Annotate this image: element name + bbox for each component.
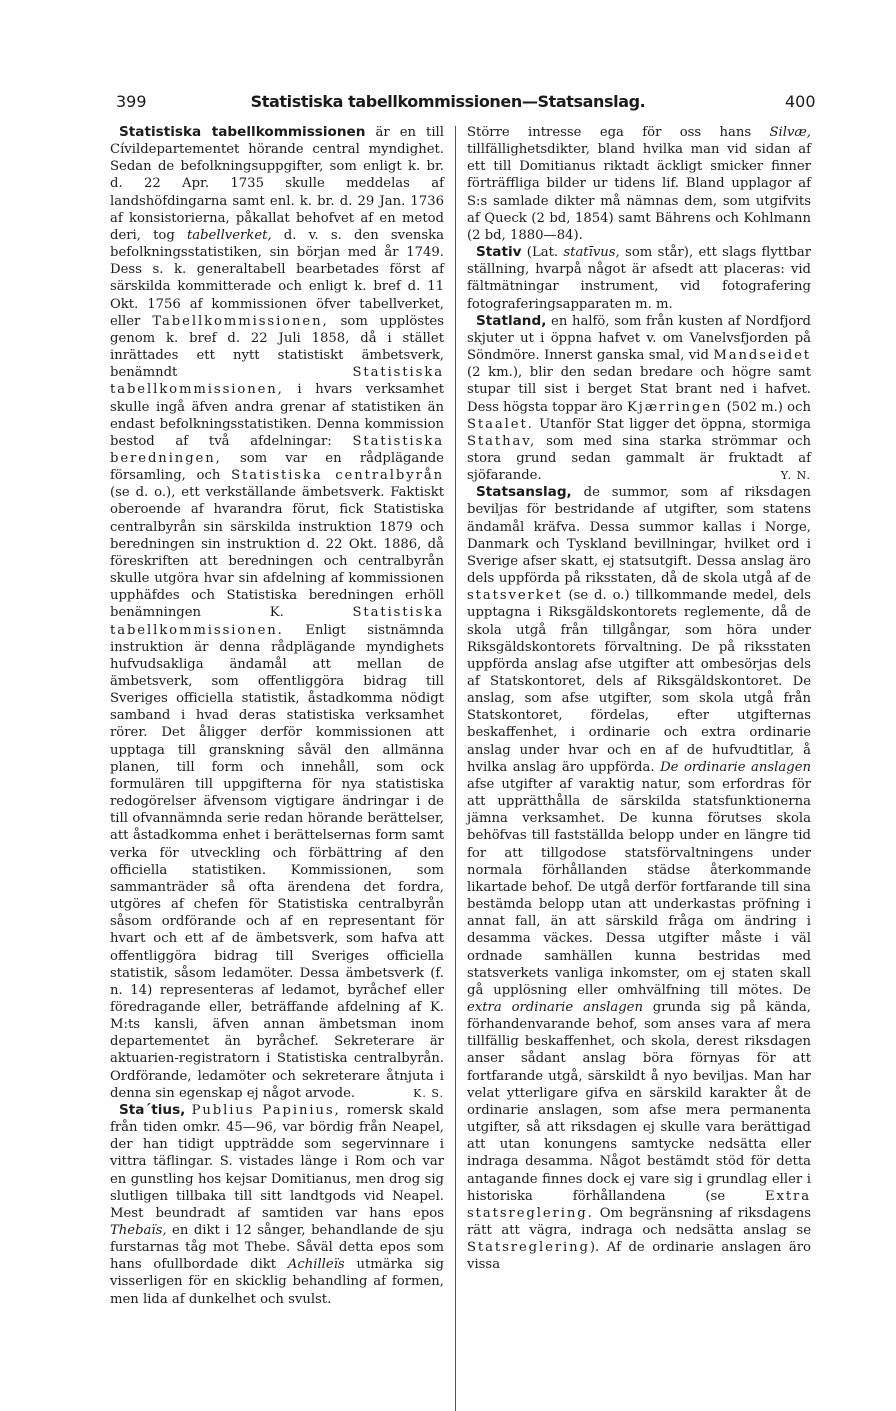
headword: Statsanslag, xyxy=(476,484,572,501)
right-column xyxy=(467,124,811,1273)
article-statius: Sta´tius, Publius Papinius, romersk skald från tiden omkr. 45—96, var bördig från Neapel, der han tidigt uppträdde som segervinnare i vittra täflingar. S. vistades länge i Rom och var en gunstling hos kejsar Domitianus, men drog sig slutligen tillbaka till sitt landtgods vid Neapel. Mest beundradt af samtiden var hans epos Thebaïs, en dikt i 12 sånger, behandlande de sju furstarnas tåg mot Thebe. Såväl detta epos som hans ofullbordade dikt Achilleïs utmärka sig visserligen för en skicklig behandling af formen, men lida af dunkelhet och svulst. xyxy=(110,1101,444,1307)
page-number-left: 399 xyxy=(116,92,147,111)
article-statsanslag: Statsanslag, de summor, som af riksdagen beviljas för bestridande af utgifter, som statens ändamål kräfva. Dessa summor kallas i Norge, Danmark och Tyskland bevillningar, hvilket ord i Sverige afser skatt, ej statsutgift. Dessa anslag äro dels uppförda på riksstaten, då de skola utgå af de statsverket (se d. o.) tillkommande medel, dels upptagna i Riksgäldskontorets reglemente, då de skola utgå från tillgångar, som höra under Riksgäldskontorets förvaltning. De på riksstaten uppförda anslag afse utgifter att ombesörjas dels af Statskontoret, dels af Riksgäldskontoret. De anslag, som afse utgifter, som skola utgå från Statskontoret, fördelas, efter utgifternas beskaffenhet, i ordinarie och extra ordinarie anslag under hvar och en af de hufvudtitlar, å hvilka anslag äro uppförda. De ordinarie anslagen afse utgifter af varaktig natur, som erfordras för att upprätthålla de särskilda statsfunktionerna jämna verksamhet. De kunna förutses skola behöfvas till fastställda belopp under en längre tid for att tillgodose statsförvaltningens under normala förhållanden städse återkommande likartade behof. De utgå derför fortfarande till sina bestämda belopp utan att underkastas pröfning i annat fall, än att särskild fråga om ändring i desamma väckes. Dessa utgifter måste i väl ordnade samhällen kunna bestridas med statsverkets vanliga inkomster, om ej staten skall gå upplösning eller omhvälfning till mötes. De extra ordinarie anslagen grunda sig på kända, förhandenvarande behof, som anses vara af mera tillfällig beskaffenhet, och skola, derest riksdagen anser sådant anslag böra förnyas för att fortfarande utgå, särskildt å nyo beviljas. Man har velat ytterligare gifva en särskild karakter åt de ordinarie anslagen, som afse mera permanenta utgifter, så att riksdagen ej skulle vara berättigad att utan konungens samtycke nedsätta eller indraga desamma. Något bestämdt stöd för detta antagande finnes dock ej vare sig i grundlag eller i historiska förhållandena (se Extra statsreglering. Om begränsning af riksdagens rätt att vägra, indraga och nedsätta anslag se Statsreglering). Af de ordinarie anslagen äro vissa xyxy=(467,484,812,1273)
article-statland: Statland, en halfö, som från kusten af Nordfjord skjuter ut i öppna hafvet v. om Vanelvsfjorden på Söndmöre. Innerst ganska smal, vid Mandseidet (2 km.), blir den sedan bredare och högre samt stupar till sist i berget Stat brant ned i hafvet. Dess högsta toppar äro Kjærringen (502 m.) och Staalet. Utanför Stat ligger det öppna, stormiga Stathav, som med sina starka strömmar och stora grund sedan gammalt är fruktadt af sjöfarande. Y. N. xyxy=(467,312,811,484)
article-stativ: Stativ (Lat. statīvus, som står), ett slags flyttbar ställning, hvarpå något är afsedt att placeras: vid fältmätningar instrument, vid fotografering fotograferingsapparaten m. m. xyxy=(467,244,812,312)
left-column xyxy=(110,124,444,1308)
article-statistiska-tabellkommissionen: Statistiska tabellkommissionen är en till Cívildepartementet hörande central myndighet. Sedan de befolkningsuppgifter, som enligt k. br. d. 22 Apr. 1735 skulle meddelas af landshöfdingarna samt enl. k. br. d. 29 Jan. 1736 af konsistorierna, påkallat behofvet af en metod deri, tog tabellverket, d. v. s. den svenska befolkningsstatistiken, sin början med år 1749. Dess s. k. generaltabell bearbetades först af särskilda kommitterade och enligt k. bref d. 11 Okt. 1756 af kommissionen öfver tabellverket, eller Tabellkommissionen, som upplöstes genom k. bref d. 22 Juli 1858, då i stället inrättades ett nytt statistiskt ämbetsverk, benämndt Statistiska tabellkommissionen, i hvars verksamhet skulle ingå äfven andra grenar af statistiken än endast befolkningsstatistiken. Denna kommission bestod af två afdelningar: Statistiska beredningen, som var en rådplägande församling, och Statistiska centralbyrån (se d. o.), ett verkställande ämbetsverk. Faktiskt oberoende af hvarandra förut, fick Statistiska centralbyrån sin särskilda instruktion 1879 och beredningen sin instruktion d. 22 Okt. 1886, då föreskriften att beredningen och centralbyrån skulle utgöra hvar sin afdelning af kommissionen upphäfdes och Statistiska beredningen erhöll benämningen K. Statistiska tabellkommissionen. Enligt sistnämnda instruktion är denna rådplägande myndighets hufvudsakliga ändamål att mellan de ämbetsverk, som offentliggöra bidrag till Sveriges officiella statistik, åstadkomma nödigt samband i hvad deras statistiska verksamhet rörer. Det åligger derför kommissionen att upptaga till granskning såväl den allmänna planen, till form och innehåll, som ock formulären till uppgifterna för nya statistiska redogörelser äfvensom vigtigare ändringar i de till ofvannämnda serie redan hörande berättelser, att åstadkomma enhet i berättelsernas form samt verka för utveckling och förbättring af den officiella statistiken. Kommissionen, som sammanträder så ofta ärendena det fordra, utgöres af chefen för Statistiska centralbyrån såsom ordförande och af en representant för hvart och ett af de ämbetsverk, som hafva att offentliggöra bidrag till Sveriges officiella statistik, såsom ledamöter. Dessa ämbetsverk (f. n. 14) representeras af ledamot, byråchef eller föredragande eller, beträffande afdelning af K. M:ts kansli, äfven annan ämbetsman inom departementet än byråchef. Sekreterare är aktuarien-registratorn i Statistiska centralbyrån. Ordförande, ledamöter och sekreterare åtnjuta i denna sin egenskap ej något arvode. K. S. xyxy=(110,124,444,1101)
headword: Statistiska tabellkommissionen xyxy=(119,124,366,140)
headword: Sta´tius, xyxy=(119,1101,186,1118)
article-statius-continued: Större intresse ega för oss hans Silvæ, tillfällighetsdikter, bland hvilka man vid sidan af ett till Domitianus riktadt äckligt smicker finner förträffliga bilder ur tidens lif. Bland upplagor af S:s samlade dikter må nämnas dem, som utgifvits af Queck (2 bd, 1854) samt Bährens och Kohlmann (2 bd, 1880—84). xyxy=(467,125,811,243)
author-signature: Y. N. xyxy=(780,469,811,483)
author-signature: K. S. xyxy=(413,1086,444,1100)
page-number-right: 400 xyxy=(785,92,816,111)
running-header xyxy=(0,92,896,114)
headword: Stativ xyxy=(476,244,522,261)
headword: Statland, xyxy=(476,312,547,329)
running-title: Statistiska tabellkommissionen—Statsanslag. xyxy=(250,92,646,111)
column-divider xyxy=(455,126,456,1411)
